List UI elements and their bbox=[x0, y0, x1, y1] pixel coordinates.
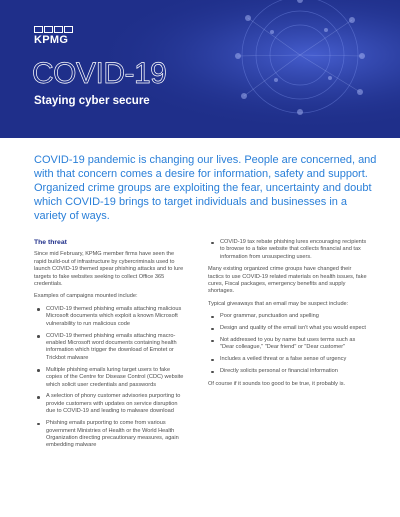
list-item: Not addressed to you by name but uses terms such as "Dear colleague," "Dear friend" or "Dear customer" bbox=[220, 337, 368, 352]
logo-mark bbox=[34, 26, 73, 33]
list-item: A selection of phony customer advisories purporting to provide customers with updates on service disruption due to COVID-19 and leading to malware download bbox=[46, 393, 186, 415]
intro-paragraph: COVID-19 pandemic is changing our lives. People are concerned, and with that concern comes a desire for information, safety and support. Organized crime groups are exploiting the fear, uncertainty and doubt which COVID-19 brings to target individuals and businesses in a variety of ways. bbox=[34, 154, 377, 222]
header-banner bbox=[0, 0, 400, 138]
list-item: COVID-19 tax rebate phishing lures encouraging recipients to browse to a fake website that collects financial and tax information from unsuspecting users. bbox=[220, 239, 367, 260]
logo-text: KPMG bbox=[34, 34, 69, 46]
campaign-list-continued bbox=[208, 239, 368, 261]
list-item: Multiple phishing emails luring target users to fake copies of the Centre for Disease Control (CDC) website which solicit user credentials and passwords bbox=[46, 367, 186, 389]
tactics-paragraph: Many existing organized crime groups have changed their tactics to use COVID-19 related materials on health issues, fake cures, Fiscal packages, emergency benefits and supply shortages. bbox=[208, 266, 367, 295]
page-subtitle: Staying cyber secure bbox=[34, 95, 150, 107]
list-item: Includes a veiled threat or a false sense of urgency bbox=[220, 356, 368, 363]
list-item: Directly solicits personal or financial information bbox=[220, 368, 368, 375]
campaign-list bbox=[34, 306, 186, 450]
section-heading: The threat bbox=[34, 239, 67, 246]
list-item: Poor grammar, punctuation and spelling bbox=[220, 313, 368, 320]
right-column bbox=[208, 239, 368, 393]
left-column bbox=[34, 239, 186, 455]
giveaways-intro: Typical giveaways that an email may be suspect include: bbox=[208, 300, 349, 307]
giveaways-list bbox=[208, 313, 368, 375]
examples-intro: Examples of campaigns mounted include: bbox=[34, 293, 138, 300]
kpmg-logo bbox=[34, 26, 73, 46]
page-title: COVID-19 bbox=[32, 57, 167, 90]
list-item: Design and quality of the email isn't what you would expect bbox=[220, 325, 368, 332]
closing-paragraph: Of course if it sounds too good to be true, it probably is. bbox=[208, 380, 346, 387]
list-item: COVID-19 themed phishing emails attaching macro-enabled Microsoft word documents containing health information which trigger the download of Emotet or Trickbot malware bbox=[46, 333, 186, 363]
threat-paragraph: Since mid February, KPMG member firms have seen the rapid build-out of infrastructure by cybercriminals used to launch COVID-19 themed spear phishing attacks and to lure targets to fake websites seeking to collect Office 365 credentials. bbox=[34, 251, 184, 288]
list-item: Phishing emails purporting to come from various government Ministries of Health or the World Health Organization directing precautionary measures, again embedding malware bbox=[46, 420, 186, 450]
list-item: COVID-19 themed phishing emails attaching malicious Microsoft documents which exploit a known Microsoft vulnerability to run malicious code bbox=[46, 306, 186, 328]
